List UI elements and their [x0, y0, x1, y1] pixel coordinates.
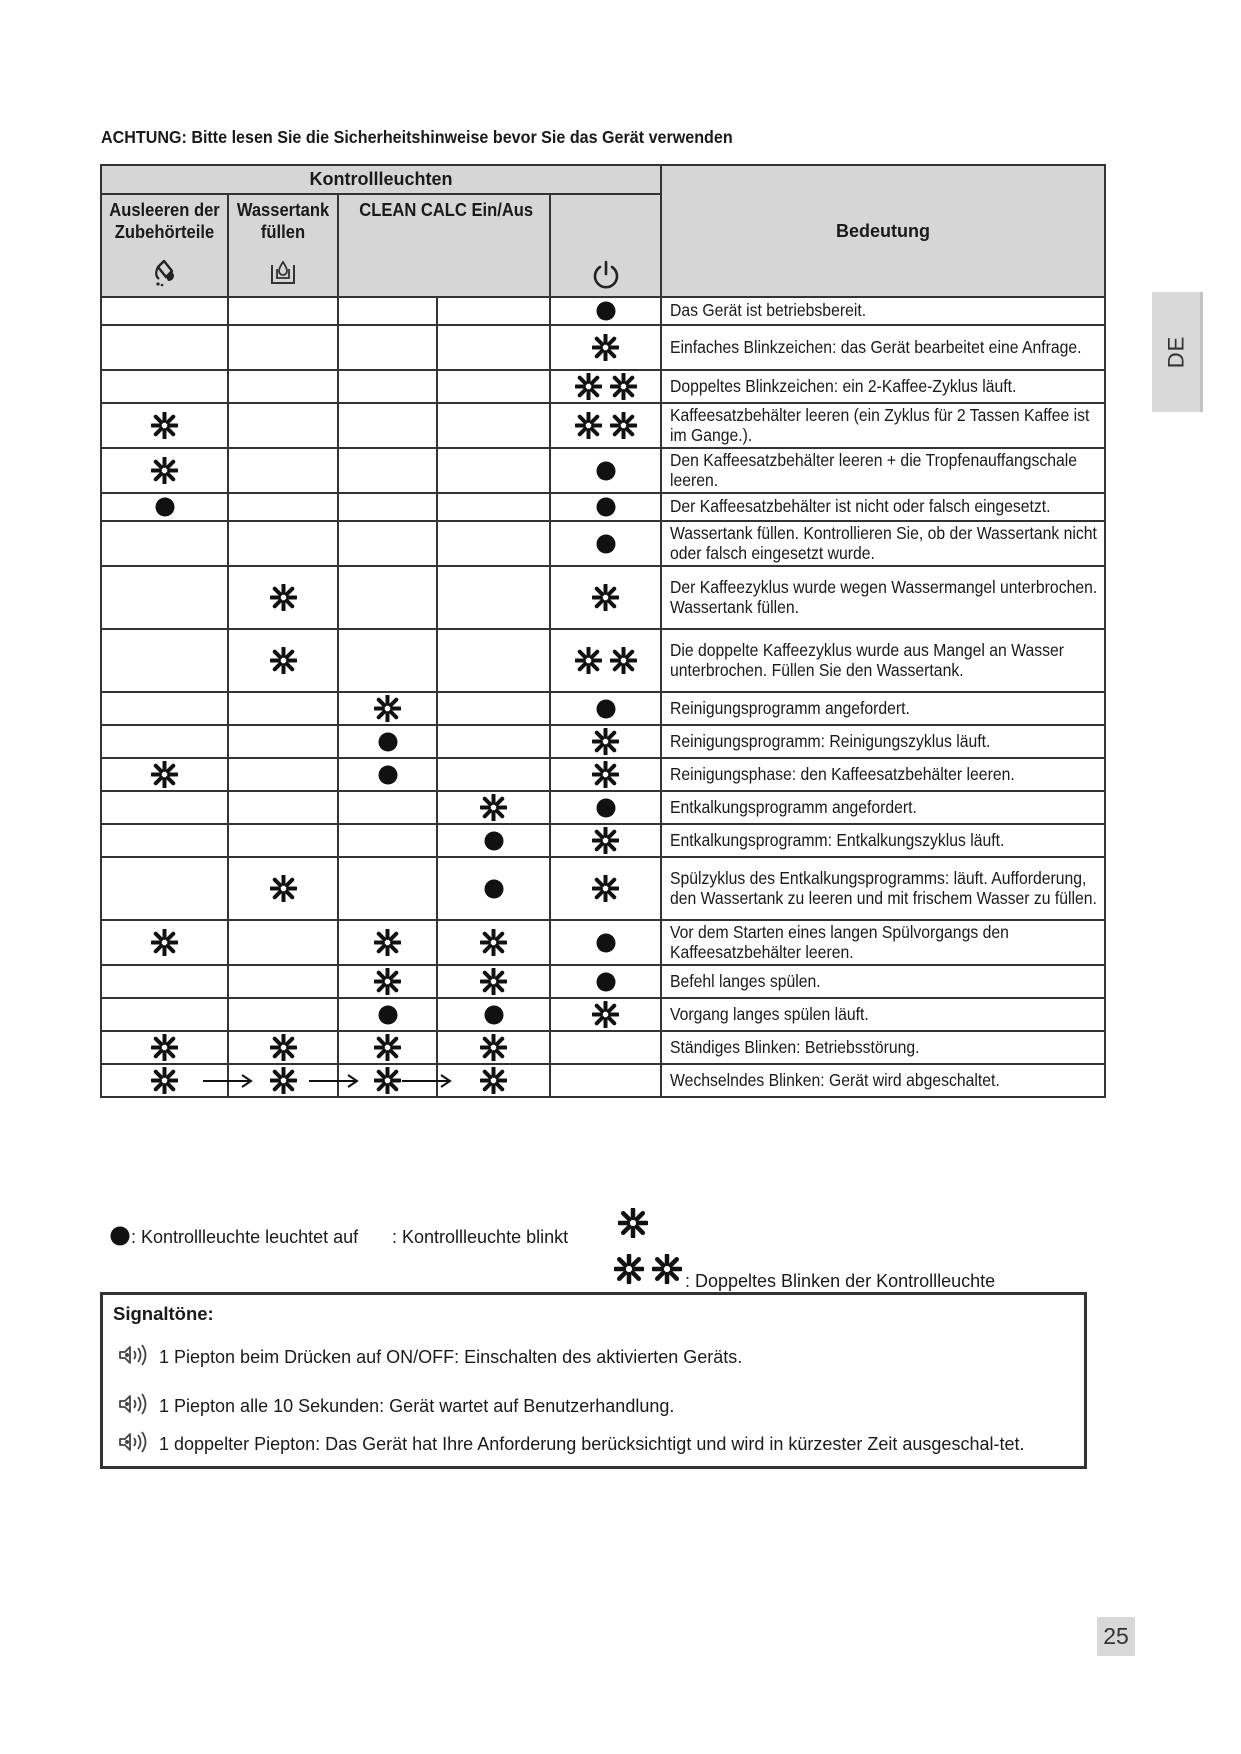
light-state-cell [550, 857, 661, 920]
light-state-cell [228, 998, 338, 1031]
light-state-cell [228, 403, 338, 448]
light-state-cell [550, 521, 661, 566]
light-state-cell [101, 857, 228, 920]
table-row [101, 297, 1105, 325]
light-state-cell [437, 448, 550, 493]
light-state-cell [437, 493, 550, 521]
double-blink-icon [575, 417, 637, 434]
light-state-cell [228, 857, 338, 920]
light-state-cell [101, 965, 228, 998]
light-state-cell [101, 629, 228, 692]
blink-icon [480, 794, 507, 821]
meaning-cell: Ständiges Blinken: Betriebsstörung. [661, 1031, 1105, 1064]
light-state-cell [550, 493, 661, 521]
indicator-lights-table [100, 164, 1106, 1098]
meaning-cell: Vor dem Starten eines langen Spülvorgangs den Kaffeesatzbehälter leeren. [661, 920, 1105, 965]
meaning-cell: Reinigungsphase: den Kaffeesatzbehälter leeren. [661, 758, 1105, 791]
empty-grounds-column-header: Ausleeren der Zubehörteile [101, 194, 228, 297]
legend-double-blink-icon [614, 1254, 682, 1289]
light-state-cell [338, 448, 437, 493]
light-state-cell [437, 629, 550, 692]
light-state-cell [228, 791, 338, 824]
blink-icon [374, 1067, 401, 1094]
legend-on-dot-icon [109, 1225, 131, 1247]
light-on-icon [595, 300, 617, 322]
signal-item: 1 Piepton beim Drücken auf ON/OFF: Einschalten des aktivierten Geräts. [117, 1343, 1079, 1372]
light-state-cell [101, 725, 228, 758]
light-state-cell [550, 920, 661, 965]
light-state-cell [550, 725, 661, 758]
blink-icon [270, 1034, 297, 1061]
light-on-icon [483, 830, 505, 852]
blink-icon [575, 373, 602, 400]
light-state-cell [437, 403, 550, 448]
light-state-cell [550, 448, 661, 493]
light-state-cell [338, 370, 437, 403]
light-state-cell [550, 566, 661, 629]
water-tank-icon [268, 257, 298, 287]
light-state-cell [338, 965, 437, 998]
light-state-cell [228, 920, 338, 965]
light-state-cell [228, 521, 338, 566]
table-row [101, 448, 1105, 493]
double-blink-icon [575, 652, 637, 669]
page-number: 25 [1097, 1617, 1135, 1656]
light-state-cell [437, 857, 550, 920]
light-state-cell [101, 403, 228, 448]
light-state-cell [550, 965, 661, 998]
light-state-cell [228, 758, 338, 791]
light-state-cell [338, 791, 437, 824]
blink-icon [610, 373, 637, 400]
blink-icon [652, 1254, 682, 1284]
light-state-cell [101, 297, 228, 325]
light-state-cell [437, 566, 550, 629]
light-state-cell [338, 1031, 437, 1064]
light-state-cell [101, 692, 228, 725]
blink-icon [480, 1067, 507, 1094]
power-icon [591, 259, 621, 291]
light-on-icon [377, 731, 399, 753]
light-state-cell [338, 692, 437, 725]
light-state-cell [550, 692, 661, 725]
light-state-cell [550, 791, 661, 824]
meaning-cell: Entkalkungsprogramm: Entkalkungszyklus läuft. [661, 824, 1105, 857]
light-state-cell [101, 920, 228, 965]
blink-icon [374, 695, 401, 722]
table-row [101, 370, 1105, 403]
light-on-icon [377, 764, 399, 786]
language-tab: DE [1152, 292, 1203, 412]
blink-icon [270, 647, 297, 674]
light-on-icon [595, 797, 617, 819]
light-state-cell [437, 1031, 550, 1064]
blink-icon [592, 584, 619, 611]
meaning-cell: Das Gerät ist betriebsbereit. [661, 297, 1105, 325]
light-on-icon [154, 496, 176, 518]
light-state-cell [550, 403, 661, 448]
light-state-cell [338, 566, 437, 629]
blink-icon [592, 728, 619, 755]
legend-blink-text: : Kontrollleuchte blinkt [392, 1227, 569, 1247]
table-row [101, 857, 1105, 920]
light-state-cell [338, 857, 437, 920]
meaning-cell: Kaffeesatzbehälter leeren (ein Zyklus für 2 Tassen Kaffee ist im Gange.). [661, 403, 1105, 448]
blink-icon [480, 1034, 507, 1061]
light-state-cell [338, 403, 437, 448]
light-state-cell [101, 448, 228, 493]
light-state-cell [228, 965, 338, 998]
light-state-cell [437, 325, 550, 370]
light-on-icon [595, 533, 617, 555]
light-state-cell [101, 566, 228, 629]
light-state-cell [228, 297, 338, 325]
light-on-icon [595, 932, 617, 954]
blink-icon [480, 968, 507, 995]
table-row [101, 521, 1105, 566]
meaning-cell: Vorgang langes spülen läuft. [661, 998, 1105, 1031]
blink-icon [151, 412, 178, 439]
light-state-cell [228, 1031, 338, 1064]
light-state-cell [101, 521, 228, 566]
light-state-cell [101, 325, 228, 370]
table-row [101, 791, 1105, 824]
blink-icon [374, 1034, 401, 1061]
legend-blink-icon [618, 1208, 648, 1243]
meaning-cell: Der Kaffeezyklus wurde wegen Wassermangel unterbrochen. Wassertank füllen. [661, 566, 1105, 629]
blink-icon [151, 929, 178, 956]
blink-icon [610, 647, 637, 674]
light-state-cell [437, 920, 550, 965]
light-state-cell [437, 791, 550, 824]
light-state-cell [437, 965, 550, 998]
light-state-cell [338, 725, 437, 758]
coffee-grounds-icon [152, 257, 178, 287]
light-state-cell [550, 824, 661, 857]
light-state-cell [101, 758, 228, 791]
light-state-cell [437, 370, 550, 403]
meaning-cell: Die doppelte Kaffeezyklus wurde aus Mangel an Wasser unterbrochen. Füllen Sie den Wassertank. [661, 629, 1105, 692]
light-state-cell [101, 1064, 228, 1097]
light-state-cell [338, 998, 437, 1031]
meaning-cell: Entkalkungsprogramm angefordert. [661, 791, 1105, 824]
light-on-icon [595, 698, 617, 720]
light-state-cell [101, 370, 228, 403]
light-state-cell [437, 692, 550, 725]
light-state-cell [338, 493, 437, 521]
table-row [101, 692, 1105, 725]
light-state-cell [338, 920, 437, 965]
light-state-cell [550, 297, 661, 325]
light-state-cell [338, 325, 437, 370]
light-state-cell [338, 824, 437, 857]
blink-icon [618, 1208, 648, 1238]
arrow-right-icon [401, 1073, 453, 1089]
water-tank-column-header: Wassertank füllen [228, 194, 338, 297]
signal-tones-box [100, 1292, 1087, 1469]
blink-icon [575, 412, 602, 439]
light-state-cell [550, 1064, 661, 1097]
legend-on-text: : Kontrollleuchte leuchtet auf [131, 1227, 359, 1247]
light-on-icon [483, 1004, 505, 1026]
light-state-cell [228, 566, 338, 629]
speaker-icon [117, 1343, 149, 1372]
light-state-cell [101, 824, 228, 857]
clean-calc-column-header: CLEAN CALC Ein/Aus [338, 194, 550, 297]
table-row [101, 998, 1105, 1031]
table-row [101, 1031, 1105, 1064]
light-state-cell [228, 493, 338, 521]
blink-icon [374, 968, 401, 995]
table-row [101, 824, 1105, 857]
blink-icon [374, 929, 401, 956]
light-state-cell [437, 521, 550, 566]
blink-icon [151, 1067, 178, 1094]
blink-icon [270, 584, 297, 611]
meaning-header: Bedeutung [661, 165, 1105, 297]
light-state-cell [338, 521, 437, 566]
light-state-cell [550, 325, 661, 370]
light-state-cell [338, 629, 437, 692]
blink-icon [592, 875, 619, 902]
meaning-cell: Spülzyklus des Entkalkungsprogramms: läuft. Aufforderung, den Wassertank zu leeren und mit frischem Wasser zu füllen. [661, 857, 1105, 920]
blink-icon [592, 334, 619, 361]
light-state-cell [228, 824, 338, 857]
table-row [101, 965, 1105, 998]
meaning-cell: Einfaches Blinkzeichen: das Gerät bearbeitet eine Anfrage. [661, 325, 1105, 370]
light-on-icon [595, 460, 617, 482]
light-state-cell [101, 998, 228, 1031]
blink-icon [151, 761, 178, 788]
blink-icon [480, 929, 507, 956]
light-state-cell [228, 692, 338, 725]
meaning-cell: Wechselndes Blinken: Gerät wird abgeschaltet. [661, 1064, 1105, 1097]
blink-icon [575, 647, 602, 674]
light-state-cell [437, 758, 550, 791]
meaning-cell: Reinigungsprogramm: Reinigungszyklus läuft. [661, 725, 1105, 758]
meaning-cell: Reinigungsprogramm angefordert. [661, 692, 1105, 725]
table-row [101, 566, 1105, 629]
table-row [101, 758, 1105, 791]
light-state-cell [437, 1064, 550, 1097]
blink-icon [592, 827, 619, 854]
safety-warning: ACHTUNG: Bitte lesen Sie die Sicherheitshinweise bevor Sie das Gerät verwenden [101, 127, 733, 147]
light-state-cell [550, 1031, 661, 1064]
blink-icon [592, 1001, 619, 1028]
blink-icon [151, 1034, 178, 1061]
table-row [101, 493, 1105, 521]
power-column-header [550, 194, 661, 297]
light-on-icon [483, 878, 505, 900]
blink-icon [151, 457, 178, 484]
legend-double-text: : Doppeltes Blinken der Kontrollleuchte [685, 1271, 996, 1291]
blink-icon [592, 761, 619, 788]
table-row [101, 403, 1105, 448]
signal-tones-title: Signaltöne: [113, 1303, 214, 1324]
blink-icon [270, 1067, 297, 1094]
table-row [101, 629, 1105, 692]
meaning-cell: Den Kaffeesatzbehälter leeren + die Tropfenauffangschale leeren. [661, 448, 1105, 493]
light-state-cell [101, 1031, 228, 1064]
meaning-cell: Befehl langes spülen. [661, 965, 1105, 998]
table-row [101, 325, 1105, 370]
blink-icon [270, 875, 297, 902]
light-state-cell [437, 998, 550, 1031]
light-state-cell [338, 1064, 437, 1097]
blink-icon [610, 412, 637, 439]
meaning-cell: Doppeltes Blinkzeichen: ein 2-Kaffee-Zyklus läuft. [661, 370, 1105, 403]
table-row [101, 1064, 1105, 1097]
light-state-cell [437, 824, 550, 857]
light-state-cell [228, 725, 338, 758]
table-row [101, 725, 1105, 758]
light-state-cell [228, 629, 338, 692]
light-state-cell [228, 448, 338, 493]
table-row [101, 920, 1105, 965]
indicator-lights-group-header: Kontrollleuchten [101, 165, 661, 194]
signal-item: 1 doppelter Piepton: Das Gerät hat Ihre Anforderung berücksichtigt und wird in kürzester Zeit ausgeschal-tet. [117, 1430, 1079, 1459]
light-state-cell [228, 1064, 338, 1097]
light-state-cell [101, 791, 228, 824]
light-state-cell [437, 725, 550, 758]
light-state-cell [550, 370, 661, 403]
light-state-cell [550, 998, 661, 1031]
light-state-cell [338, 758, 437, 791]
light-on-icon [377, 1004, 399, 1026]
light-state-cell [101, 493, 228, 521]
signal-item: 1 Piepton alle 10 Sekunden: Gerät wartet auf Benutzerhandlung. [117, 1392, 1079, 1421]
meaning-cell: Der Kaffeesatzbehälter ist nicht oder falsch eingesetzt. [661, 493, 1105, 521]
light-on-icon [595, 496, 617, 518]
double-blink-icon [575, 378, 637, 395]
light-state-cell [437, 297, 550, 325]
blink-icon [614, 1254, 644, 1284]
light-state-cell [338, 297, 437, 325]
speaker-icon [117, 1430, 149, 1459]
light-on-icon [595, 971, 617, 993]
light-state-cell [550, 758, 661, 791]
light-state-cell [228, 325, 338, 370]
meaning-cell: Wassertank füllen. Kontrollieren Sie, ob der Wassertank nicht oder falsch eingesetzt wurde. [661, 521, 1105, 566]
light-state-cell [550, 629, 661, 692]
light-state-cell [228, 370, 338, 403]
speaker-icon [117, 1392, 149, 1421]
